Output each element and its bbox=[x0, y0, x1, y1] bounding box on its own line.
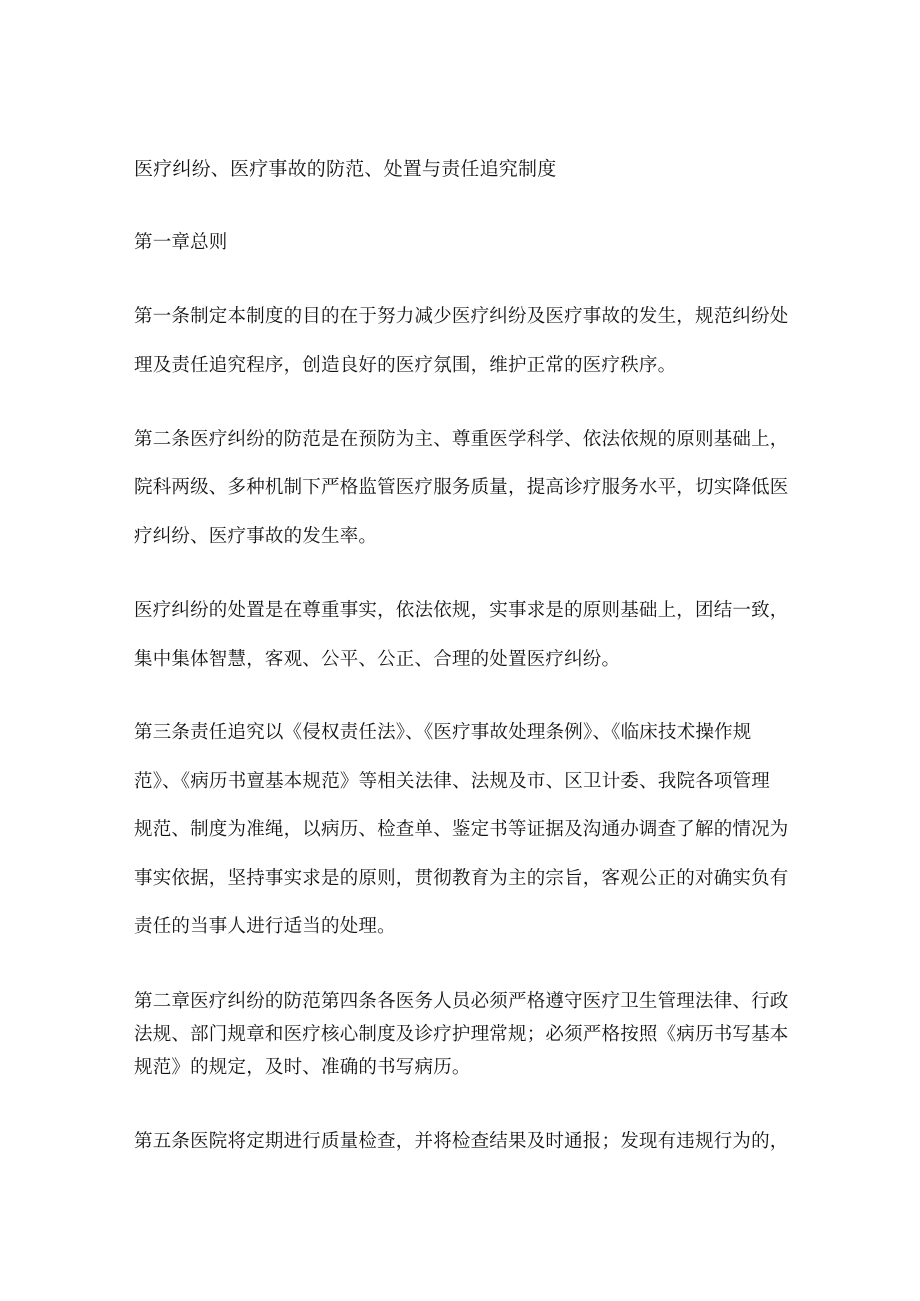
document-title: 医疗纠纷、医疗事故的防范、处置与责任追究制度 bbox=[134, 158, 557, 180]
article-4-line-2: 法规、部门规章和医疗核心制度及诊疗护理常规；必须严格按照《病历书写基本 bbox=[134, 1024, 789, 1045]
article-2b-line-1: 医疗纠纷的处置是在尊重事实，依法依规，实事求是的原则基础上，团结一致， bbox=[134, 600, 789, 621]
article-4-line-1: 第二章医疗纠纷的防范第四条各医务人员必须严格遵守医疗卫生管理法律、行政 bbox=[134, 991, 789, 1012]
article-2b-line-2: 集中集体智慧，客观、公平、公正、合理的处置医疗纠纷。 bbox=[134, 649, 621, 670]
article-3-line-5: 责任的当事人进行适当的处理。 bbox=[134, 916, 396, 937]
article-3-line-3: 规范、制度为准绳，以病历、检查单、鉴定书等证据及沟通办调查了解的情况为 bbox=[134, 819, 789, 840]
article-1-line-2: 理及责任追究程序，创造良好的医疗氛围，维护正常的医疗秩序。 bbox=[134, 355, 677, 376]
article-1-line-1: 第一条制定本制度的目的在于努力减少医疗纠纷及医疗事故的发生，规范纠纷处 bbox=[134, 306, 789, 327]
article-4-line-3: 规范》的规定，及时、准确的书写病历。 bbox=[134, 1057, 471, 1078]
article-5-line-1: 第五条医院将定期进行质量检查，并将检查结果及时通报；发现有违规行为的， bbox=[134, 1131, 789, 1152]
article-3-line-1: 第三条责任追究以《侵权责任法》、《医疗事故处理条例》、《临床技术操作规 bbox=[134, 722, 752, 743]
article-2-line-1: 第二条医疗纠纷的防范是在预防为主、尊重医学科学、依法依规的原则基础上， bbox=[134, 429, 789, 450]
article-2-line-2: 院科两级、多种机制下严格监管医疗服务质量，提高诊疗服务水平，切实降低医 bbox=[134, 477, 789, 498]
article-2-line-3: 疗纠纷、医疗事故的发生率。 bbox=[134, 526, 378, 547]
article-3-line-2: 范》、《病历书亶基本规范》等相关法律、法规及市、区卫计委、我院各项管理 bbox=[134, 771, 771, 792]
chapter-1-heading: 第一章总则 bbox=[134, 232, 228, 253]
article-3-line-4: 事实依据，坚持事实求是的原则，贯彻教育为主的宗旨，客观公正的对确实负有 bbox=[134, 868, 789, 889]
